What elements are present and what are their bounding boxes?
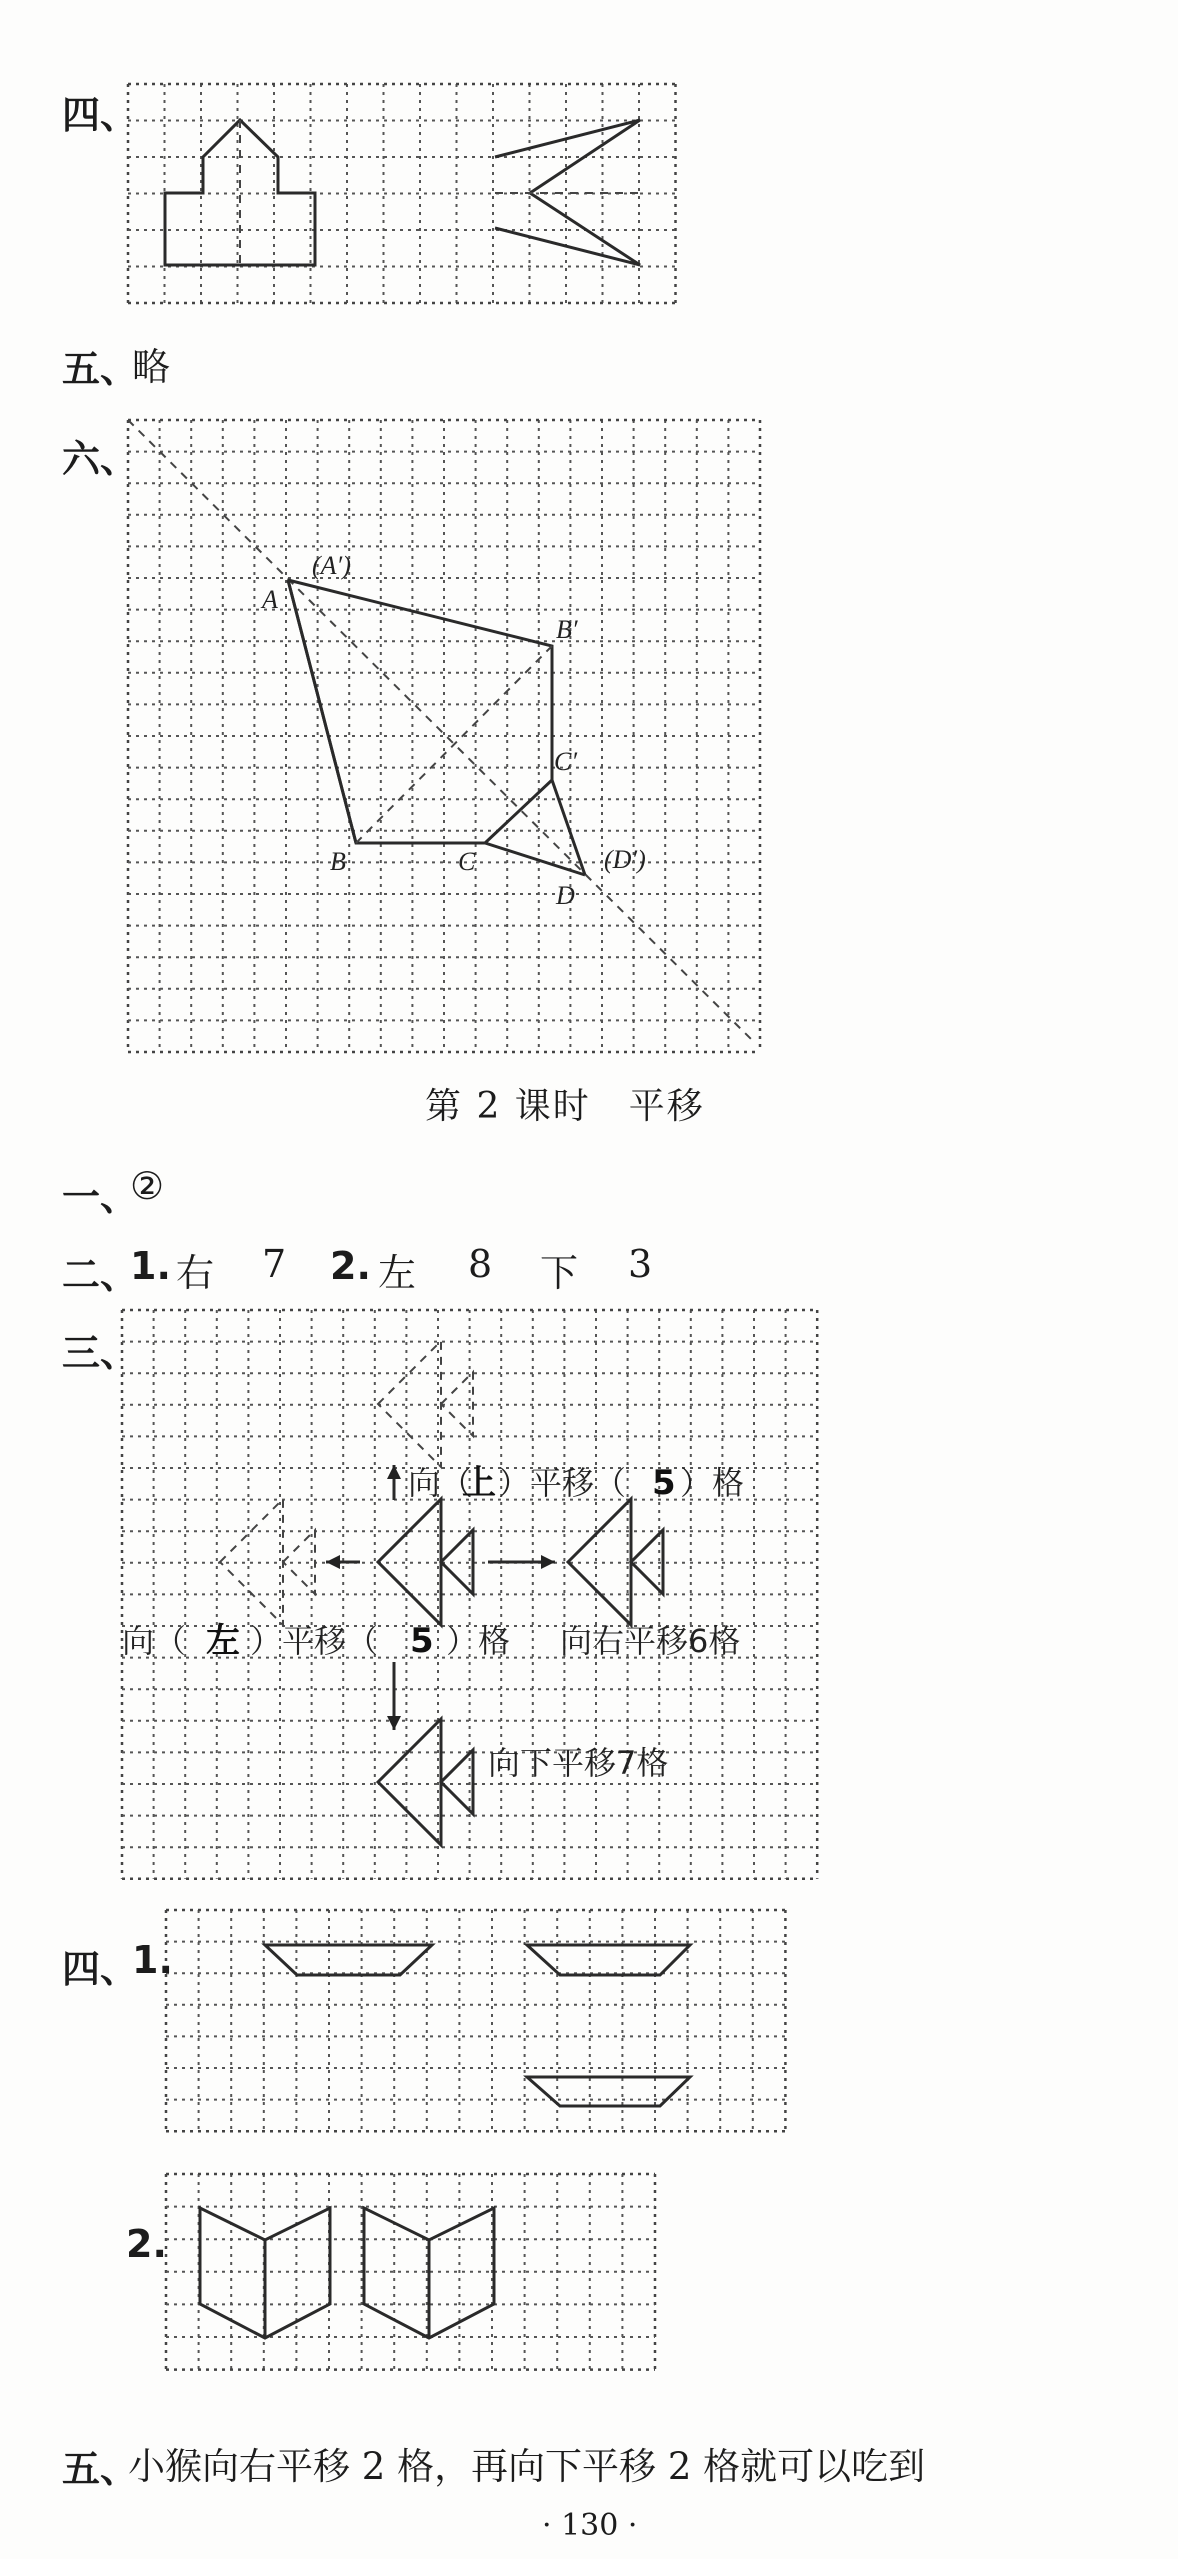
arrow-down: [387, 1662, 401, 1730]
q2-part1-number: 1.: [130, 1244, 171, 1288]
q3-up-fill2: 5: [652, 1463, 676, 1503]
trapezoid-2: [527, 1945, 690, 1975]
q5-answer: 小猴向右平移 2 格，再向下平移 2 格就可以吃到: [128, 2445, 926, 2488]
q2-label: 二、: [62, 1253, 139, 1297]
q3-grid: [122, 1310, 817, 1879]
q3-up-mid: ）平移（: [498, 1464, 627, 1502]
q2-part2-direction: 左: [378, 1251, 417, 1295]
CCprime-b: [485, 780, 552, 843]
q2-part2-steps: 8: [468, 1242, 493, 1286]
trapezoid-1: [265, 1945, 432, 1975]
section-6-grid: [128, 420, 760, 1052]
q5-label: 五、: [62, 2447, 139, 2491]
q3-left-fill2: 5: [410, 1621, 434, 1661]
label-B: B: [330, 847, 346, 876]
q3-left-post: ）格: [446, 1622, 511, 1660]
lesson-title: 第 2 课时 平移: [425, 1086, 705, 1127]
q2-part2-direction2: 下: [540, 1251, 579, 1295]
q2-part1-steps: 7: [262, 1242, 287, 1286]
trapezoid-3: [527, 2077, 690, 2106]
book-shape-1: [200, 2208, 330, 2338]
label-Cprime: C′: [554, 747, 578, 776]
section-5-top-label: 五、: [62, 347, 139, 391]
label-Aprime: (A′): [312, 551, 351, 580]
q3-label: 三、: [62, 1331, 139, 1375]
section-4-top-grid: [128, 84, 676, 303]
label-Dprime: (D′): [604, 845, 646, 874]
symmetry-axis: [128, 420, 752, 1040]
q4-1-grid: [166, 1910, 785, 2131]
q4-2-grid: [166, 2174, 655, 2370]
section-6-label: 六、: [62, 437, 139, 481]
section-4-top-label: 四、: [62, 93, 139, 137]
book-shape-2: [364, 2208, 494, 2338]
fish-down: [378, 1719, 473, 1845]
q2-part1-direction: 右: [176, 1251, 215, 1295]
q2-part2-steps2: 3: [628, 1242, 653, 1286]
q3-up-post: ）格: [680, 1464, 745, 1502]
fish-right: [568, 1499, 663, 1625]
q3-left-fill: 左: [206, 1621, 240, 1661]
q4-label: 四、: [62, 1947, 139, 1991]
q1-label: 一、: [62, 1175, 139, 1219]
page-number: · 130 ·: [542, 2508, 638, 2543]
label-Bprime: B′: [556, 615, 578, 644]
q3-up-fill: 上: [462, 1463, 496, 1503]
arrow-up: [387, 1465, 401, 1500]
AB-edge: [288, 580, 356, 843]
label-C: C: [458, 847, 476, 876]
q4-part1-number: 1.: [132, 1938, 173, 1982]
q3-up-pre: 向（: [408, 1464, 473, 1502]
q3-down-text: 向下平移7格: [488, 1744, 669, 1782]
q4-part2-number: 2.: [126, 2222, 167, 2266]
q3-left-pre: 向（: [122, 1622, 187, 1660]
arrow-right: [488, 1555, 555, 1569]
label-A: A: [262, 585, 278, 614]
section-5-top-answer: 略: [132, 345, 171, 389]
q3-right-text: 向右平移6格: [560, 1622, 741, 1660]
q2-part2-number: 2.: [330, 1244, 371, 1288]
label-D: D: [556, 881, 575, 910]
q3-left-mid: ）平移（: [250, 1622, 379, 1660]
q1-answer: ②: [130, 1164, 165, 1208]
